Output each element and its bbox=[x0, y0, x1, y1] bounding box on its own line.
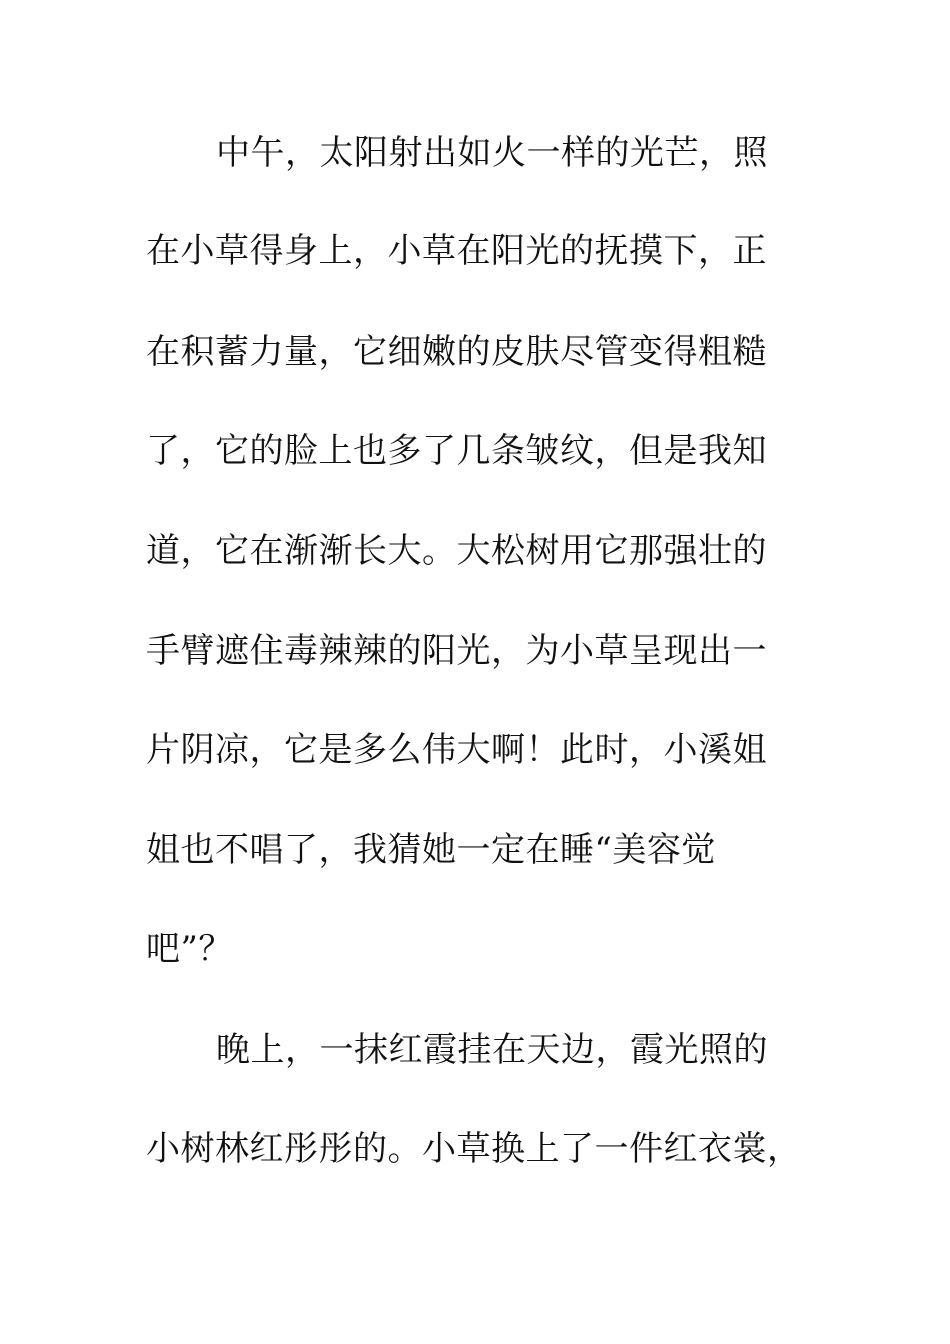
paragraph-1-line-2: 在小草得身上，小草在阳光的抚摸下，正 bbox=[146, 231, 767, 271]
paragraph-1-line-5: 道，它在渐渐长大。大松树用它那强壮的 bbox=[146, 531, 767, 571]
paragraph-1-line-9: 吧”？ bbox=[146, 929, 233, 969]
paragraph-1-line-3: 在积蓄力量，它细嫩的皮肤尽管变得粗糙 bbox=[146, 332, 767, 372]
paragraph-1-line-8: 姐也不唱了，我猜她一定在睡“美容觉 bbox=[146, 830, 716, 870]
paragraph-1-line-7: 片阴凉，它是多么伟大啊！此时，小溪姐 bbox=[146, 730, 767, 770]
paragraph-1-line-1: 中午，太阳射出如火一样的光芒，照 bbox=[216, 133, 768, 173]
paragraph-2-line-1: 晚上，一抹红霞挂在天边，霞光照的 bbox=[216, 1030, 768, 1070]
paragraph-2-line-2: 小树林红彤彤的。小草换上了一件红衣裳， bbox=[146, 1129, 802, 1169]
paragraph-1-line-4: 了，它的脸上也多了几条皱纹，但是我知 bbox=[146, 431, 767, 471]
paragraph-1-line-6: 手臂遮住毒辣辣的阳光，为小草呈现出一 bbox=[146, 631, 767, 671]
